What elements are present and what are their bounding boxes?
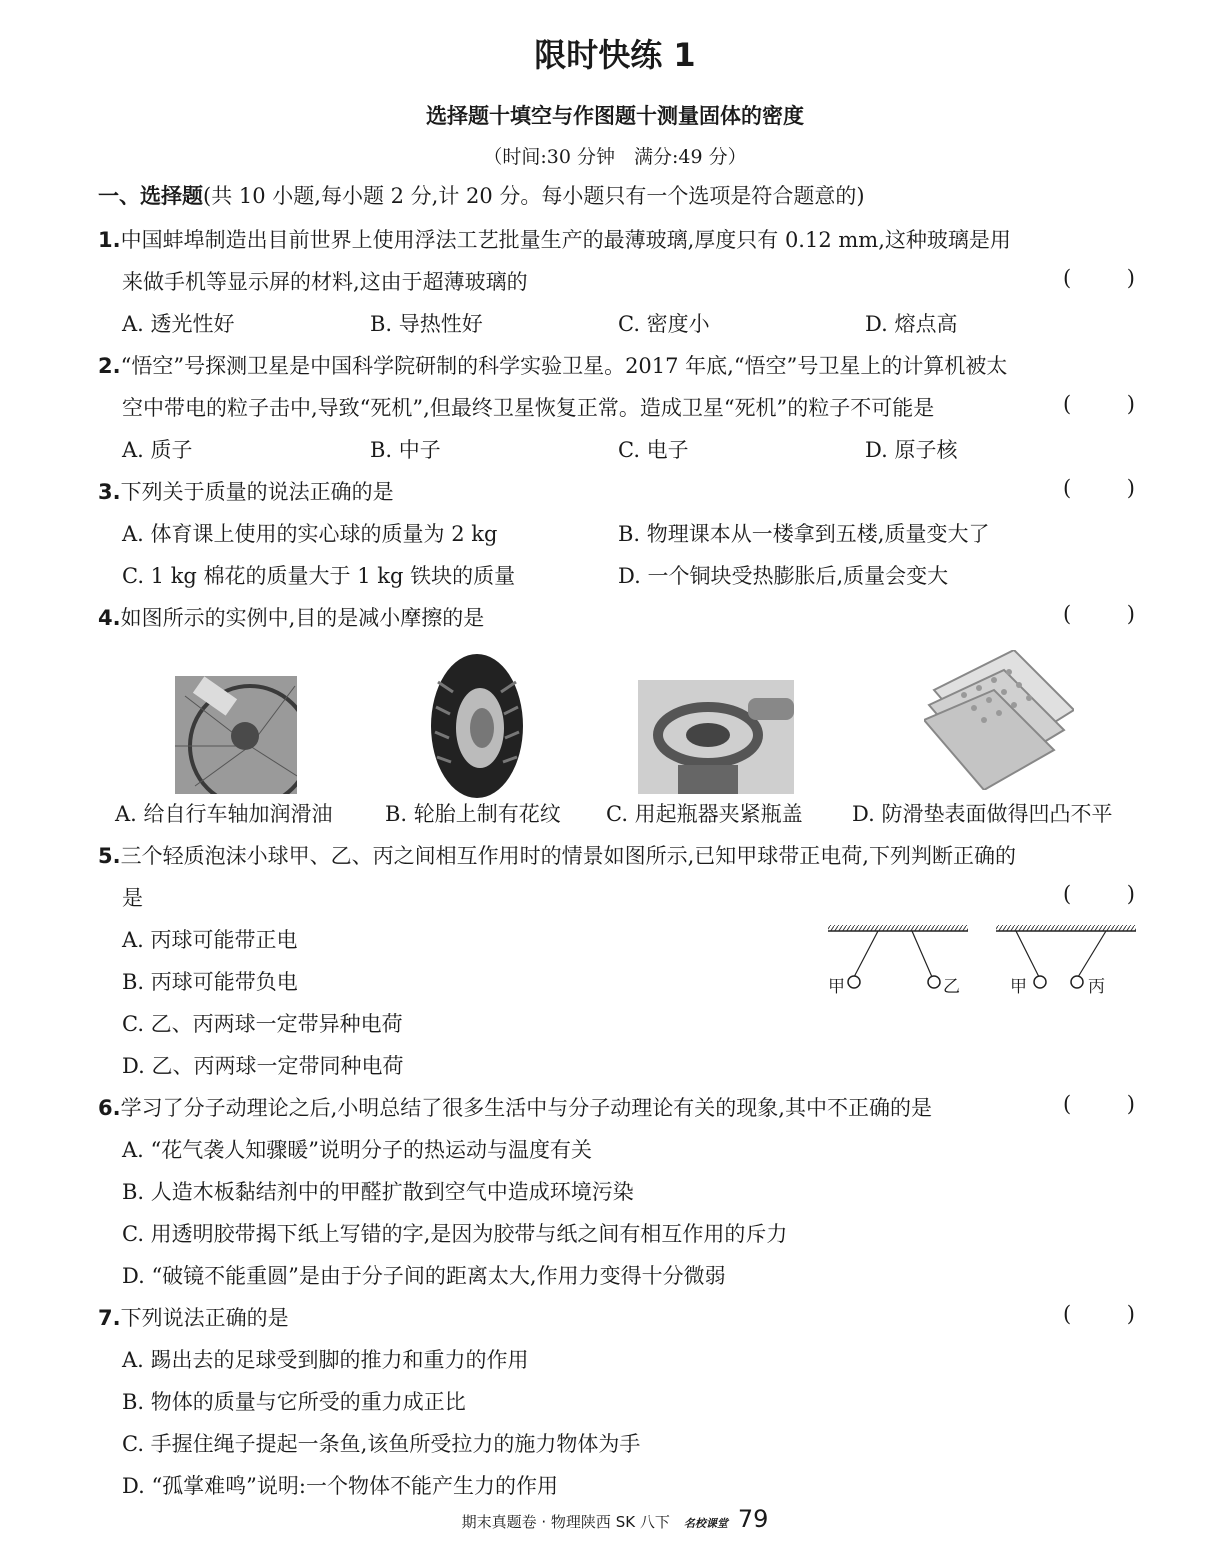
- caption-d: D. 防滑垫表面做得凹凸不平: [852, 802, 1113, 826]
- question-3-line-1: [98, 476, 394, 506]
- option-a: A. 透光性好: [122, 312, 235, 336]
- question-text: 下列关于质量的说法正确的是: [120, 480, 394, 504]
- question-number: 2.: [98, 354, 121, 378]
- anti-slip-mat-image: [924, 650, 1074, 790]
- tire-image: [428, 652, 526, 800]
- option-d: D. 原子核: [865, 438, 958, 462]
- answer-bracket: ( ): [1063, 602, 1135, 626]
- bottle-opener-image: [638, 680, 794, 794]
- question-number: 6.: [98, 1096, 121, 1120]
- question-5-line-1: [98, 840, 1016, 870]
- option-c: C. 密度小: [618, 312, 710, 336]
- publisher-logo: 名校课堂: [683, 1517, 728, 1530]
- caption-c: C. 用起瓶器夹紧瓶盖: [606, 802, 803, 826]
- question-5-line-2: 是: [122, 886, 143, 910]
- option-c: C. 电子: [618, 438, 689, 462]
- footer-book-title: 期末真题卷 · 物理陕西 SK 八下: [461, 1513, 670, 1531]
- option-a: A. 丙球可能带正电: [122, 928, 298, 952]
- option-a: A. 踢出去的足球受到脚的推力和重力的作用: [122, 1348, 529, 1372]
- ball-label-bing: 丙: [1088, 977, 1105, 997]
- option-c: C. 用透明胶带揭下纸上写错的字,是因为胶带与纸之间有相互作用的斥力: [122, 1222, 788, 1246]
- question-2-line-2: 空中带电的粒子击中,导致“死机”,但最终卫星恢复正常。造成卫星“死机”的粒子不可能是: [122, 396, 935, 420]
- option-b: B. 导热性好: [370, 312, 483, 336]
- ball-label-jia-2: 甲: [1010, 977, 1027, 997]
- option-b: B. 人造木板黏结剂中的甲醛扩散到空气中造成环境污染: [122, 1180, 634, 1204]
- page-footer: [0, 1505, 1230, 1533]
- option-a: A. “花气袭人知骤暖”说明分子的热运动与温度有关: [122, 1138, 592, 1162]
- question-number: 7.: [98, 1306, 121, 1330]
- question-text: 中国蚌埠制造出目前世界上使用浮法工艺批量生产的最薄玻璃,厚度只有 0.12 mm,这种玻璃是用: [120, 228, 1011, 252]
- option-c: C. 手握住绳子提起一条鱼,该鱼所受拉力的施力物体为手: [122, 1432, 641, 1456]
- question-text: 学习了分子动理论之后,小明总结了很多生活中与分子动理论有关的现象,其中不正确的是: [120, 1096, 932, 1120]
- question-6-line-1: [98, 1092, 932, 1122]
- answer-bracket: ( ): [1063, 476, 1135, 500]
- question-2-line-1: [98, 350, 1007, 380]
- question-4-line-1: [98, 602, 484, 632]
- option-d: D. “破镜不能重圆”是由于分子间的距离太大,作用力变得十分微弱: [122, 1264, 726, 1288]
- caption-b: B. 轮胎上制有花纹: [385, 802, 561, 826]
- caption-a: A. 给自行车轴加润滑油: [115, 802, 333, 826]
- answer-bracket: ( ): [1063, 1092, 1135, 1116]
- question-number: 1.: [98, 228, 121, 252]
- section-heading-label: 一、选择题: [98, 184, 203, 208]
- option-a: A. 质子: [122, 438, 193, 462]
- question-text: 下列说法正确的是: [120, 1306, 289, 1330]
- time-info: （时间:30 分钟 满分:49 分）: [483, 146, 747, 168]
- charged-balls-diagram: [826, 920, 1138, 1000]
- answer-bracket: ( ): [1063, 266, 1135, 290]
- option-b: B. 物体的质量与它所受的重力成正比: [122, 1390, 466, 1414]
- section-note: (共 10 小题,每小题 2 分,计 20 分。每小题只有一个选项是符合题意的): [203, 184, 865, 208]
- ball-label-jia: 甲: [828, 977, 845, 997]
- page-number: 79: [737, 1505, 769, 1533]
- question-number: 5.: [98, 844, 121, 868]
- option-d: D. 乙、丙两球一定带同种电荷: [122, 1054, 404, 1078]
- option-c: C. 乙、丙两球一定带异种电荷: [122, 1012, 403, 1036]
- page-subtitle: 选择题十填空与作图题十测量固体的密度: [426, 104, 804, 128]
- question-text: “悟空”号探测卫星是中国科学院研制的科学实验卫星。2017 年底,“悟空”号卫星上的计算机被太: [120, 354, 1008, 378]
- question-number: 3.: [98, 480, 121, 504]
- option-b: B. 物理课本从一楼拿到五楼,质量变大了: [618, 522, 990, 546]
- option-a: A. 体育课上使用的实心球的质量为 2 kg: [122, 522, 498, 546]
- option-b: B. 中子: [370, 438, 441, 462]
- page-title: 限时快练 1: [534, 36, 696, 74]
- question-number: 4.: [98, 606, 121, 630]
- answer-bracket: ( ): [1063, 1302, 1135, 1326]
- bicycle-oil-image: [175, 676, 297, 794]
- question-7-line-1: [98, 1302, 289, 1332]
- question-text: 如图所示的实例中,目的是减小摩擦的是: [120, 606, 485, 630]
- section-heading: [98, 180, 865, 210]
- question-text: 三个轻质泡沫小球甲、乙、丙之间相互作用时的情景如图所示,已知甲球带正电荷,下列判断正确的: [120, 844, 1016, 868]
- question-1-line-2: 来做手机等显示屏的材料,这由于超薄玻璃的: [122, 270, 528, 294]
- ball-label-yi: 乙: [943, 977, 960, 997]
- answer-bracket: ( ): [1063, 882, 1135, 906]
- question-1-line-1: [98, 224, 1011, 254]
- option-c: C. 1 kg 棉花的质量大于 1 kg 铁块的质量: [122, 564, 516, 588]
- option-d: D. 一个铜块受热膨胀后,质量会变大: [618, 564, 949, 588]
- option-d: D. “孤掌难鸣”说明:一个物体不能产生力的作用: [122, 1474, 558, 1498]
- option-d: D. 熔点高: [865, 312, 958, 336]
- answer-bracket: ( ): [1063, 392, 1135, 416]
- option-b: B. 丙球可能带负电: [122, 970, 298, 994]
